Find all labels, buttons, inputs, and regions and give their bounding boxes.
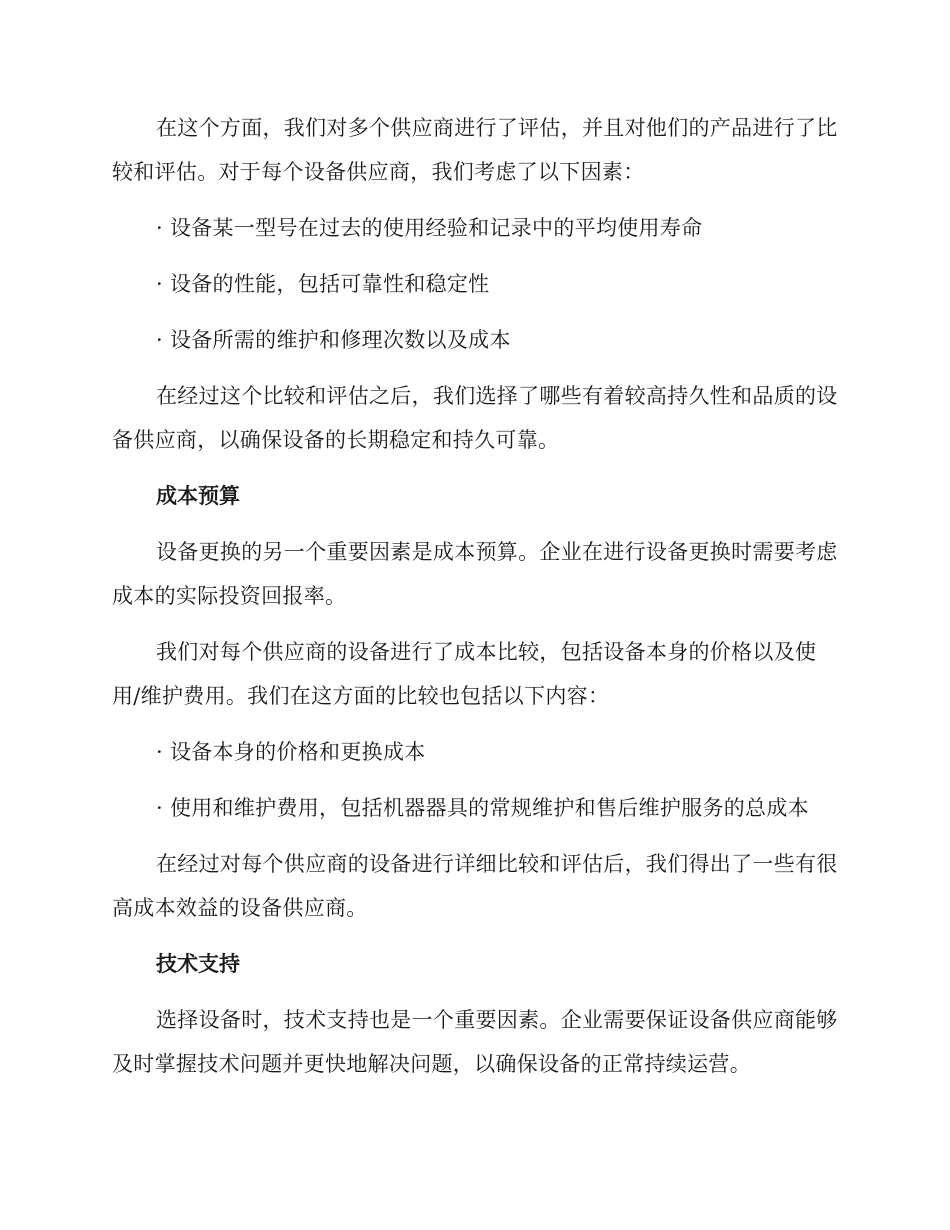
paragraph-supplier-evaluation: 在这个方面，我们对多个供应商进行了评估，并且对他们的产品进行了比较和评估。对于每个设备供应商，我们考虑了以下因素：: [112, 116, 838, 184]
bullet-price: · 设备本身的价格和更换成本: [156, 740, 426, 764]
bullet-service-life: · 设备某一型号在过去的使用经验和记录中的平均使用寿命: [156, 216, 703, 240]
paragraph-cost-comparison: 我们对每个供应商的设备进行了成本比较，包括设备本身的价格以及使用/维护费用。我们在这方面的比较也包括以下内容：: [112, 640, 817, 708]
heading-cost-budget: 成本预算: [156, 484, 240, 508]
paragraph-cost-result: 在经过对每个供应商的设备进行详细比较和评估后，我们得出了一些有很高成本效益的设备供应商。: [112, 852, 838, 920]
paragraph-supplier-selection: 在经过这个比较和评估之后，我们选择了哪些有着较高持久性和品质的设备供应商，以确保设备的长期稳定和持久可靠。: [112, 384, 838, 452]
bullet-performance: · 设备的性能，包括可靠性和稳定性: [156, 272, 490, 296]
heading-technical-support: 技术支持: [156, 952, 240, 976]
paragraph-technical-support: 选择设备时，技术支持也是一个重要因素。企业需要保证设备供应商能够及时掌握技术问题并更快地解决问题，以确保设备的正常持续运营。: [112, 1008, 838, 1076]
bullet-maintenance: · 设备所需的维护和修理次数以及成本: [156, 328, 511, 352]
bullet-usage-cost: · 使用和维护费用，包括机器器具的常规维护和售后维护服务的总成本: [156, 796, 809, 820]
paragraph-cost-intro: 设备更换的另一个重要因素是成本预算。企业在进行设备更换时需要考虑成本的实际投资回报率。: [112, 540, 838, 608]
